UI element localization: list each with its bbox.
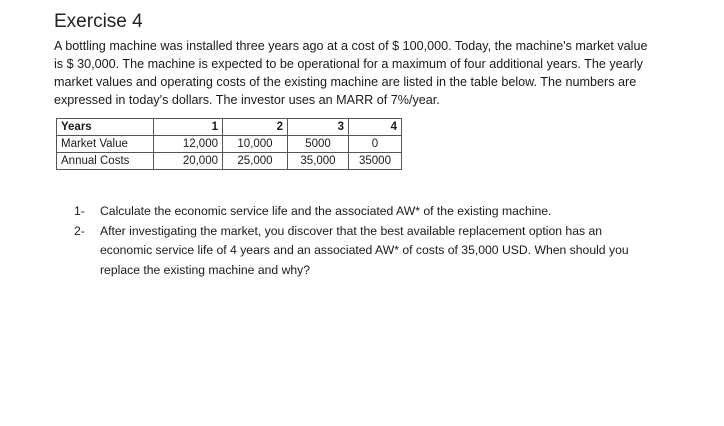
table-cell: 20,000: [154, 153, 223, 170]
exercise-title: Exercise 4: [54, 11, 143, 32]
row-label: Market Value: [57, 136, 154, 153]
table-cell: 25,000: [223, 153, 288, 170]
header-cell: 3: [288, 119, 349, 136]
intro-paragraph: A bottling machine was installed three years ago at a cost of $ 100,000. Today, the machine's market value is $ 30,000. The machine is expected to be operational for a maximum of four additional years. The yearly market values and operating costs of the existing machine are listed in the table below. The numbers are expressed in today's dollars. The investor uses an MARR of 7%/year.: [54, 39, 648, 107]
table-row: [57, 153, 402, 170]
row-label: Annual Costs: [57, 153, 154, 170]
header-cell: 2: [223, 119, 288, 136]
question-text: After investigating the market, you discover that the best available replacement option has an economic service life of 4 years and an associated AW* of costs of 35,000 USD. When should you replace the existing machine and why?: [100, 223, 629, 277]
question-number: 2-: [74, 223, 85, 238]
table-row: [57, 136, 402, 153]
table-cell: 0: [349, 136, 402, 153]
header-cell: 4: [349, 119, 402, 136]
table-cell: 35000: [349, 153, 402, 170]
table-cell: 5000: [288, 136, 349, 153]
header-cell: 1: [154, 119, 223, 136]
table-cell: 12,000: [154, 136, 223, 153]
question-item: [74, 202, 634, 222]
table-cell: 35,000: [288, 153, 349, 170]
question-number: 1-: [74, 204, 85, 218]
table-cell: 10,000: [223, 136, 288, 153]
table-header-row: [57, 119, 402, 136]
question-text: Calculate the economic service life and the associated AW* of the existing machine.: [100, 204, 552, 218]
header-cell: Years: [57, 119, 154, 136]
data-table: [56, 118, 402, 170]
question-item: [74, 222, 634, 281]
questions-list: [74, 202, 634, 280]
